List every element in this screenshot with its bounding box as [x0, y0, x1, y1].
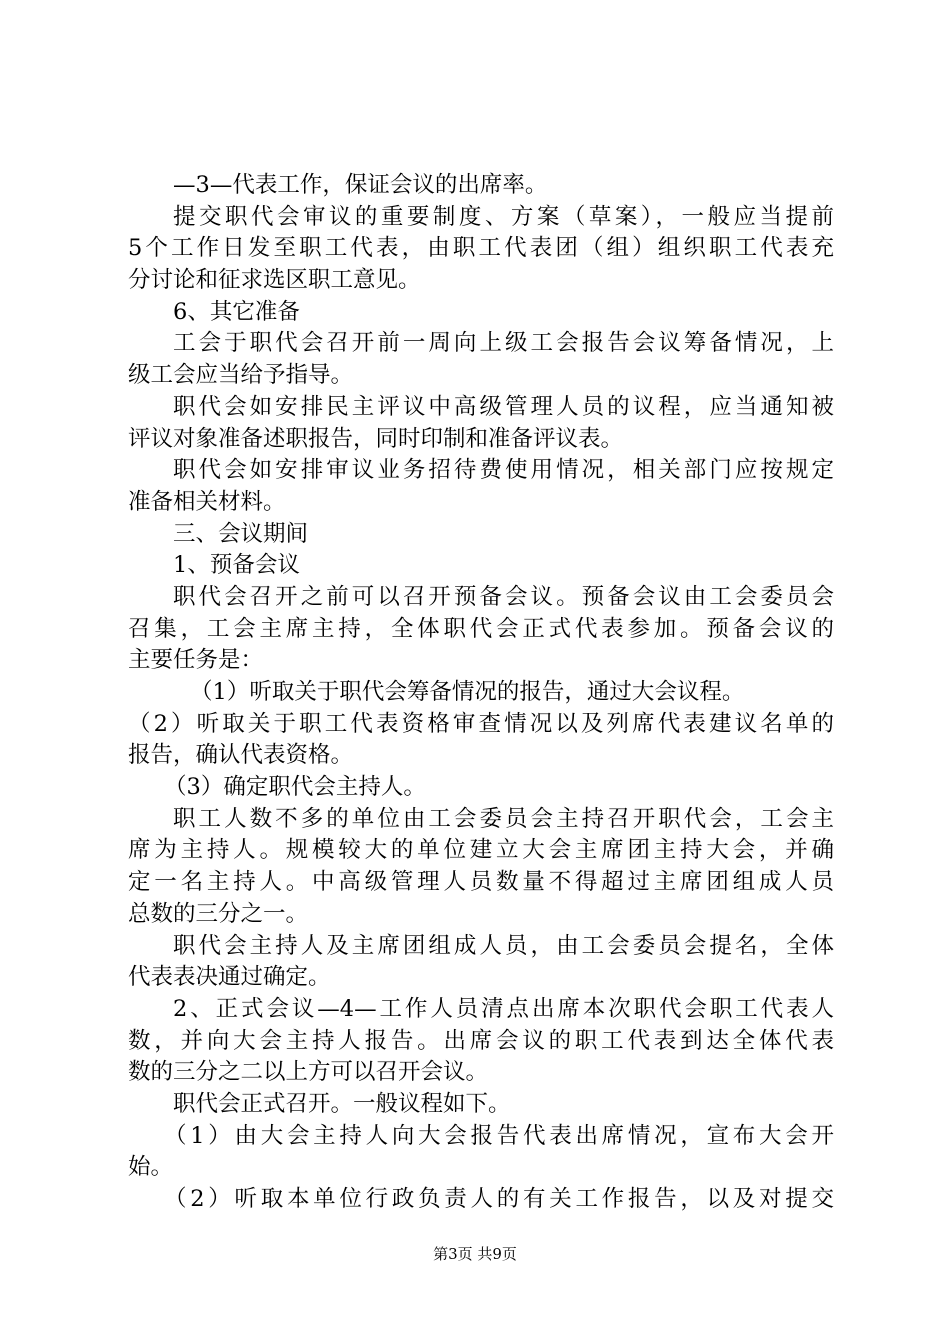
- paragraph-line: 报告，确认代表资格。: [128, 742, 354, 769]
- paragraph-line: 5个工作日发至职工代表，由职工代表团（组）组织职工代表充: [128, 235, 834, 262]
- paragraph-line: 定一名主持人。中高级管理人员数量不得超过主席团组成人员: [128, 869, 834, 896]
- paragraph-line: 分讨论和征求选区职工意见。: [128, 267, 421, 294]
- paragraph-line: 席为主持人。规模较大的单位建立大会主席团主持大会，并确: [128, 837, 834, 864]
- section-heading: 三、会议期间: [173, 520, 309, 547]
- paragraph-line: 代表表决通过确定。: [128, 964, 331, 991]
- paragraph-line: —3—代表工作，保证会议的出席率。: [173, 172, 548, 198]
- paragraph-line: 2、正式会议—4—工作人员清点出席本次职代会职工代表人: [173, 995, 834, 1022]
- paragraph-line: 主要任务是：: [128, 647, 264, 674]
- list-item: （2）听取关于职工代表资格审查情况以及列席代表建议名单的: [128, 710, 834, 737]
- paragraph-line: 评议对象准备述职报告，同时印制和准备评议表。: [128, 425, 624, 452]
- paragraph-line: 级工会应当给予指导。: [128, 362, 354, 389]
- list-item: （1）由大会主持人向大会报告代表出席情况，宣布大会开: [164, 1122, 834, 1149]
- paragraph-line: 准备相关材料。: [128, 488, 286, 515]
- section-heading: 6、其它准备: [173, 298, 300, 325]
- paragraph-line: 数，并向大会主持人报告。出席会议的职工代表到达全体代表: [128, 1027, 834, 1054]
- paragraph-line: 总数的三分之一。: [128, 900, 309, 927]
- list-item: （3）确定职代会主持人。: [164, 774, 426, 801]
- paragraph-line: 职代会如安排民主评议中高级管理人员的议程，应当通知被: [173, 393, 834, 420]
- paragraph-line: 工会于职代会召开前一周向上级工会报告会议筹备情况，上: [173, 330, 834, 357]
- page-number-footer: 第3页 共9页: [433, 1245, 517, 1263]
- list-item: （1）听取关于职代会筹备情况的报告，通过大会议程。: [190, 679, 745, 705]
- paragraph-line: 召集，工会主席主持，全体职代会正式代表参加。预备会议的: [128, 615, 834, 642]
- paragraph-line: 职代会如安排审议业务招待费使用情况，相关部门应按规定: [173, 457, 834, 484]
- paragraph-line: 始。: [128, 1154, 174, 1181]
- paragraph-line: 职代会主持人及主席团组成人员，由工会委员会提名，全体: [173, 932, 834, 959]
- document-body: [128, 170, 834, 1216]
- paragraph-line: 职代会正式召开。一般议程如下。: [173, 1090, 511, 1117]
- paragraph-line: 职代会召开之前可以召开预备会议。预备会议由工会委员会: [173, 583, 834, 610]
- paragraph-line: 数的三分之二以上方可以召开会议。: [128, 1059, 489, 1086]
- list-item: （2）听取本单位行政负责人的有关工作报告，以及对提交: [164, 1186, 834, 1212]
- section-heading: 1、预备会议: [173, 552, 300, 579]
- paragraph-line: 职工人数不多的单位由工会委员会主持召开职代会，工会主: [173, 805, 834, 832]
- paragraph-line: 提交职代会审议的重要制度、方案（草案），一般应当提前: [173, 203, 834, 230]
